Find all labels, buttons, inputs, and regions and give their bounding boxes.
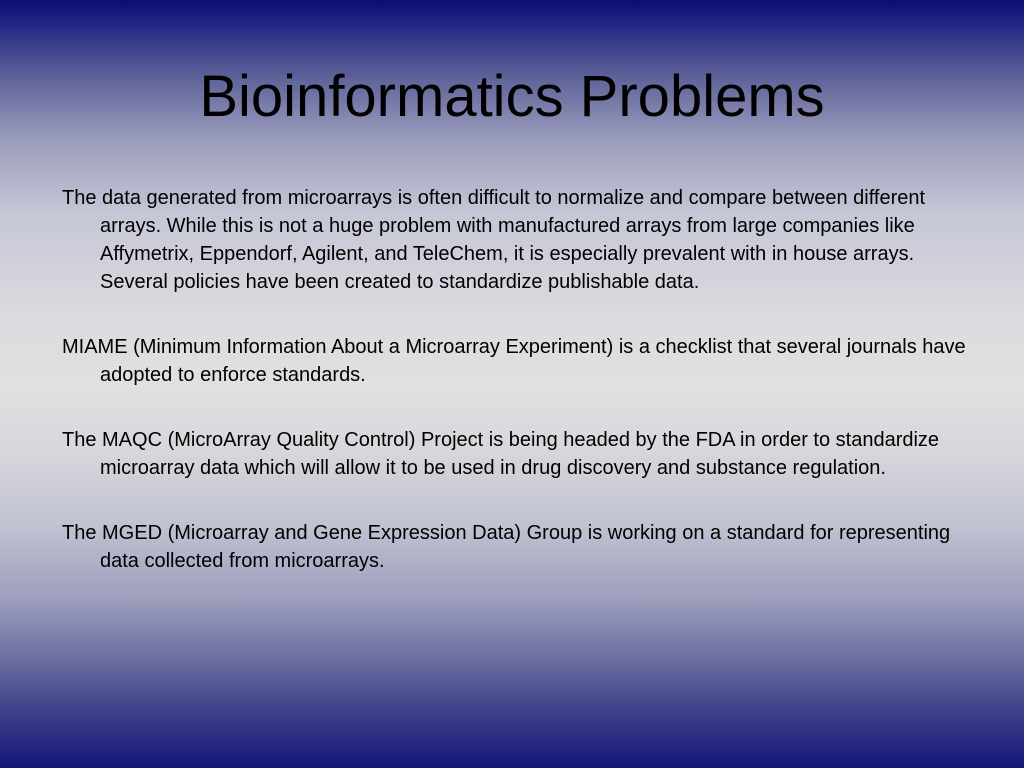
paragraph-miame: MIAME (Minimum Information About a Microarray Experiment) is a checklist that several journals have adopted to enforce standards. [62,336,966,386]
paragraph-normalization: The data generated from microarrays is often difficult to normalize and compare between different arrays. While this is not a huge problem with manufactured arrays from large companies like Affymetrix, Eppendorf, Agilent, and TeleChem, it is especially prevalent with in house arrays. Several policies have been created to standardize publishable data. [62,187,926,293]
paragraph-mged: The MGED (Microarray and Gene Expression Data) Group is working on a standard for representing data collected from microarrays. [62,522,951,572]
slide-title: Bioinformatics Problems [199,64,825,129]
slide-body [62,184,967,612]
paragraph-maqc: The MAQC (MicroArray Quality Control) Project is being headed by the FDA in order to standardize microarray data which will allow it to be used in drug discovery and substance regulation. [62,429,940,479]
